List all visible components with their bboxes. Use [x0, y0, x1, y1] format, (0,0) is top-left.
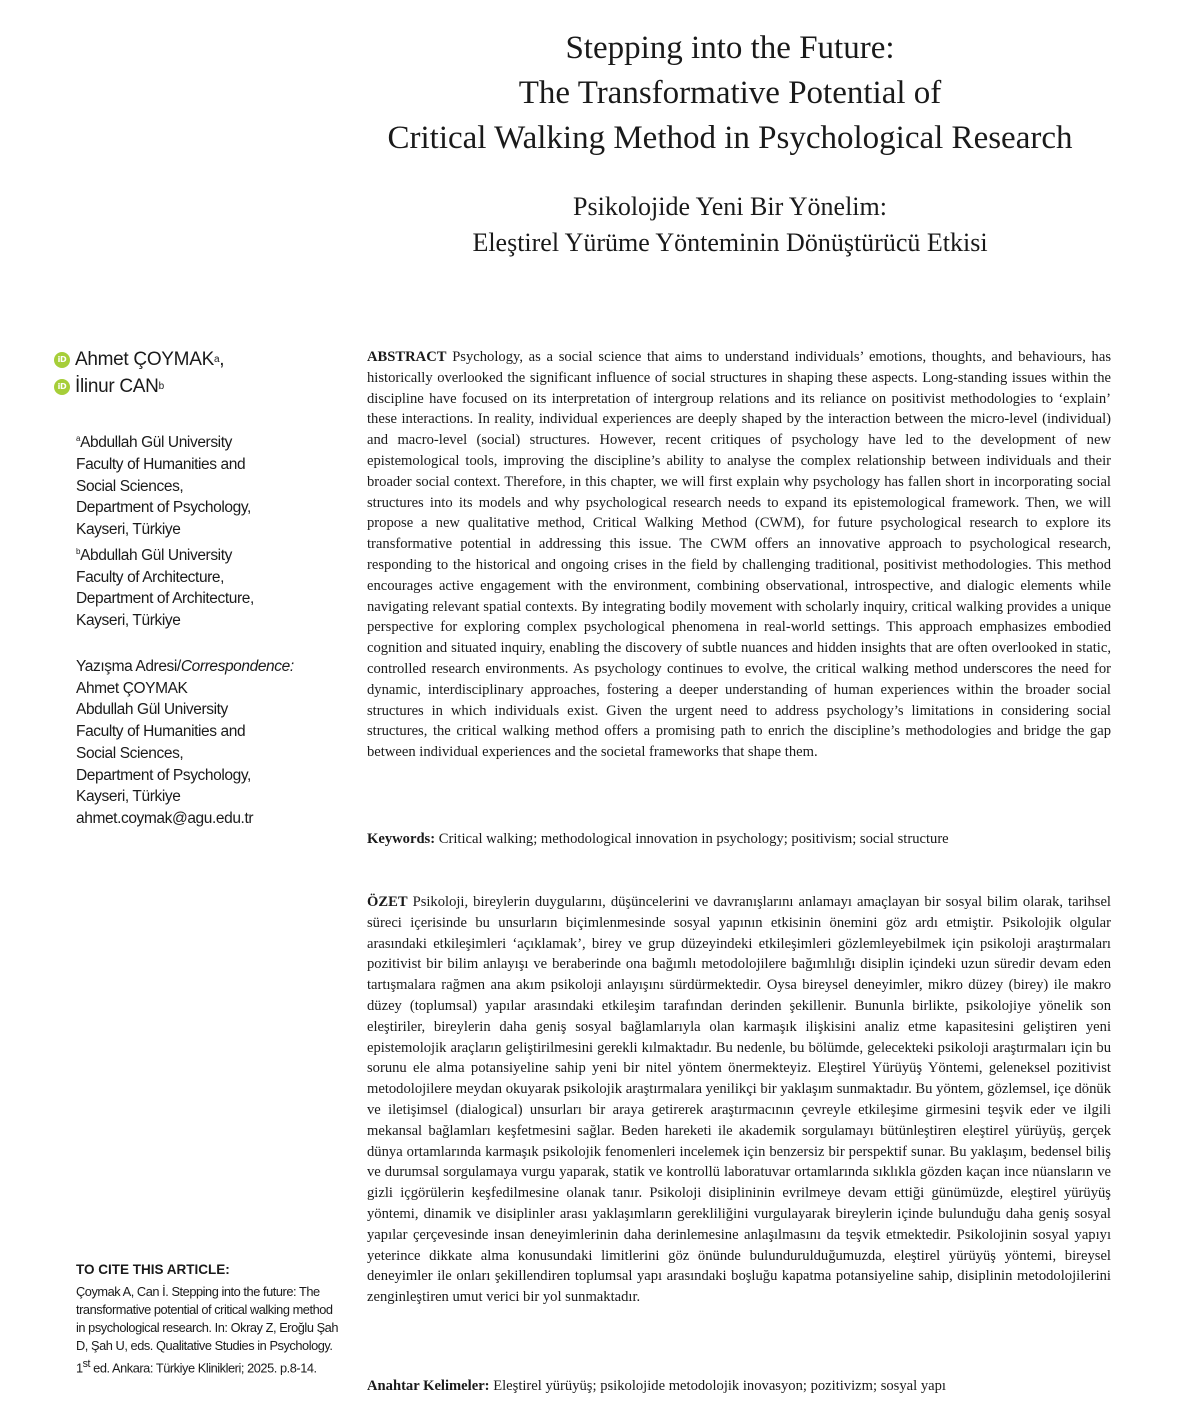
author-list — [54, 346, 334, 400]
abstract-text: Psychology, as a social science that aims to understand individuals’ emotions, thoughts, and behaviours, has historically overlooked the significant influence of social structures in shaping these aspects. Long-standing issues within the discipline have focused on its interpretation of intergroup relations and its reliance on positivist methodologies to ‘explain’ these interactions. In reality, individual experiences are deeply shaped by the interaction between the micro-level (individual) and macro-level (social) structures. However, recent critiques of psychology have led to the development of new epistemological tools, improving the discipline’s ability to analyse the complex relationship between individuals and their broader social context. Therefore, in this chapter, we will first explain why psychology has fallen short in incorporating social structures into its models and why psychological research needs to expand its epistemological framework. Then, we will propose a new qualitative method, Critical Walking Method (CWM), for future psychological research to explore its transformative potential in addressing this issue. The CWM offers an innovative approach to psychological research, responding to the historical and ongoing crises in the field by challenging traditional, positivist methodologies. This method encourages active engagement with the environment, combining observational, introspective, and dialogic elements while navigating relevant spatial contexts. By integrating bodily movement with scholarly inquiry, critical walking provides a unique perspective for exploring complex psychological phenomena in real-world settings. This approach emphasizes embodied cognition and situated inquiry, enabling the discovery of subtle nuances and hidden insights that are often overlooked in static, controlled research environments. As psychology continues to evolve, the critical walking method underscores the need for dynamic, interdisciplinary approaches, fostering a deeper understanding of human experiences within the broader social structures in which individuals exist. Given the urgent need to address psychology’s limitations in considering social structures, the critical walking method offers a promising path to enrich the discipline’s methodologies and bridge the gap between individual experiences and the societal frameworks that shape them. — [367, 349, 1111, 761]
affiliation-b-line: Faculty of Architecture, — [76, 568, 225, 586]
affiliations — [76, 428, 336, 632]
keywords-turkish — [367, 1376, 1111, 1397]
keywords-label: Keywords: — [367, 831, 436, 847]
abstract-label: ABSTRACT — [367, 349, 447, 365]
correspondence-line: Faculty of Humanities and — [76, 723, 246, 741]
affiliation-b-line: Department of Architecture, — [76, 590, 254, 608]
abstract-turkish — [367, 892, 1111, 1308]
author-1-trail: , — [219, 349, 225, 370]
affiliation-a-line — [76, 428, 336, 454]
orcid-icon[interactable] — [54, 352, 70, 368]
affiliation-a-line: Social Sciences, — [76, 477, 184, 495]
affiliation-b-line: Kayseri, Türkiye — [76, 611, 181, 629]
author-1-name: Ahmet ÇOYMAK — [75, 349, 214, 370]
citation-text-tail: ed. Ankara: Türkiye Klinikleri; 2025. p.8-14. — [90, 1360, 317, 1376]
correspondence-line: Social Sciences, — [76, 744, 184, 762]
affiliation-a-text: Abdullah Gül University — [80, 434, 232, 452]
title-en-line-3: Critical Walking Method in Psychological Research — [387, 120, 1073, 156]
correspondence — [76, 656, 336, 830]
author-1 — [54, 346, 334, 373]
correspondence-line: Abdullah Gül University — [76, 701, 228, 719]
anahtar-kelimeler-text: Eleştirel yürüyüş; psikolojide metodolojik inovasyon; pozitivizm; sosyal yapı — [493, 1378, 946, 1394]
affiliation-a-line: Faculty of Humanities and — [76, 455, 246, 473]
citation-sup: st — [82, 1358, 91, 1370]
correspondence-label — [76, 656, 336, 678]
article-title-english — [340, 26, 1120, 161]
orcid-icon[interactable] — [54, 379, 70, 395]
correspondence-label-en: Correspondence: — [180, 658, 294, 675]
affiliation-b-sup: b — [76, 546, 81, 556]
anahtar-kelimeler-label: Anahtar Kelimeler: — [367, 1378, 490, 1394]
title-tr-line-1: Psikolojide Yeni Bir Yönelim: — [573, 192, 887, 221]
author-1-sup: a — [213, 354, 220, 365]
citation-heading: TO CITE THIS ARTICLE: — [76, 1262, 230, 1277]
keywords-text: Critical walking; methodological innovation in psychology; positivism; social structure — [438, 831, 949, 847]
ozet-text: Psikoloji, bireylerin duygularını, düşüncelerini ve davranışlarını anlamayı amaçlayan bir sosyal bilim olarak, tarihsel süreci içerisinde bu unsurların biçimlenmesinde sosyal yapının etkisinin önemini göz ardı etmiştir. Psikolojik olgular arasındaki etkileşimleri ‘açıklamak’, birey ve grup düzeyindeki etkileşimleri gözlemleyebilmek için psikoloji araştırmaları pozitivist bir bilim anlayışı ve beraberinde ona bağımlı metodolojilere bağımlılığı disiplin içindeki uzun süredir devam eden tartışmalara rağmen ana akım psikoloji anlayışını sürdürmektedir. Oysa bireysel deneyimler, mikro düzey (birey) ile makro düzey (toplumsal) yapılar arasındaki etkileşim tarafından derinden şekillenir. Bununla birlikte, psikolojiye yönelik son eleştiriler, bireylerin daha geniş sosyal bağlamlarıyla olan karmaşık ilişkisini analiz etme kapasitesini geliştiren yeni epistemolojik araçların geliştirilmesini gerekli kılmaktadır. Bu nedenle, bu bölümde, gelecekteki psikoloji araştırmaları için bu sorunu ele alma potansiyeline sahip yeni bir nitel yöntem önermekteyiz. Eleştirel Yürüyüş Yöntemi, geleneksel pozitivist metodolojilere meydan okuyarak psikolojik araştırmalara yenilikçi bir yaklaşım sunmaktadır. Bu yöntem, gözlemsel, içe dönük ve iletişimsel (dialogical) unsurları bir araya getirerek araştırmacının çevreyle etkileşime girmesini teşvik eder ve ilgili mekansal bağlamları keşfetmesini sağlar. Beden hareketi ile akademik sorgulamayı bütünleştiren eleştirel yürüyüş, gerçek dünya ortamlarında karmaşık psikolojik fenomenleri incelemek için benzersiz bir perspektif sunar. Bu yaklaşım, bedensel biliş ve durumsal sorgulamaya vurgu yaparak, statik ve kontrollü laboratuvar ortamlarında sıklıkla gözden kaçan ince nüansların ve gizli içgörülerin keşfedilmesine olanak tanır. Psikoloji disiplininin evrilmeye devam ettiği günümüzde, eleştirel yürüyüş yöntemi, dinamik ve disiplinler arası yaklaşımların gerekliliğini vurgulayarak bireylerin içinde bulunduğu daha geniş sosyal yapılar çerçevesinde insan deneyimlerinin daha derinlemesine anlaşılmasını da teşvik etmektedir. Psikolojinin sosyal yapıyı yeterince dikkate alma konusundaki limitlerini göz önünde bulundurulduğumuzda, eleştirel yürüyüş yöntemi, bireysel deneyimler ile onları şekillendiren toplumsal yapı arasındaki boşluğu kapatma potansiyeline sahip, disiplinin metodolojilerini zenginleştiren umut verici bir yol sunmaktadır. — [367, 894, 1111, 1306]
correspondence-line: Ahmet ÇOYMAK — [76, 679, 188, 697]
correspondence-label-tr: Yazışma Adresi/ — [76, 658, 181, 675]
abstract-english — [367, 347, 1111, 763]
correspondence-line: Department of Psychology, — [76, 766, 251, 784]
title-tr-line-2: Eleştirel Yürüme Yönteminin Dönüştürücü Etkisi — [472, 228, 988, 257]
author-2 — [54, 373, 334, 400]
citation-box — [76, 1261, 338, 1377]
article-title-turkish — [340, 189, 1120, 261]
citation-text-main: Çoymak A, Can İ. Stepping into the future: The transformative potential of critical walking method in psychological research. In: Okray Z, Eroğlu Şah D, Şah U, eds. Qualitative Studies in Psychology. 1 — [76, 1284, 339, 1376]
citation-text — [76, 1283, 338, 1377]
title-en-line-1: Stepping into the Future: — [565, 30, 895, 66]
affiliation-b-line — [76, 541, 336, 567]
author-2-sup: b — [158, 381, 164, 392]
author-2-name: İlinur CAN — [75, 376, 159, 397]
title-block — [340, 26, 1120, 261]
correspondence-line: Kayseri, Türkiye — [76, 788, 181, 806]
affiliation-a-sup: a — [76, 434, 81, 443]
affiliation-a-line: Department of Psychology, — [76, 499, 251, 517]
correspondence-email[interactable]: ahmet.coymak@agu.edu.tr — [76, 809, 254, 827]
affiliation-a-line: Kayseri, Türkiye — [76, 520, 181, 538]
ozet-label: ÖZET — [367, 894, 408, 910]
title-en-line-2: The Transformative Potential of — [518, 75, 942, 111]
keywords-english — [367, 829, 1111, 850]
affiliation-b-text: Abdullah Gül University — [80, 546, 232, 564]
